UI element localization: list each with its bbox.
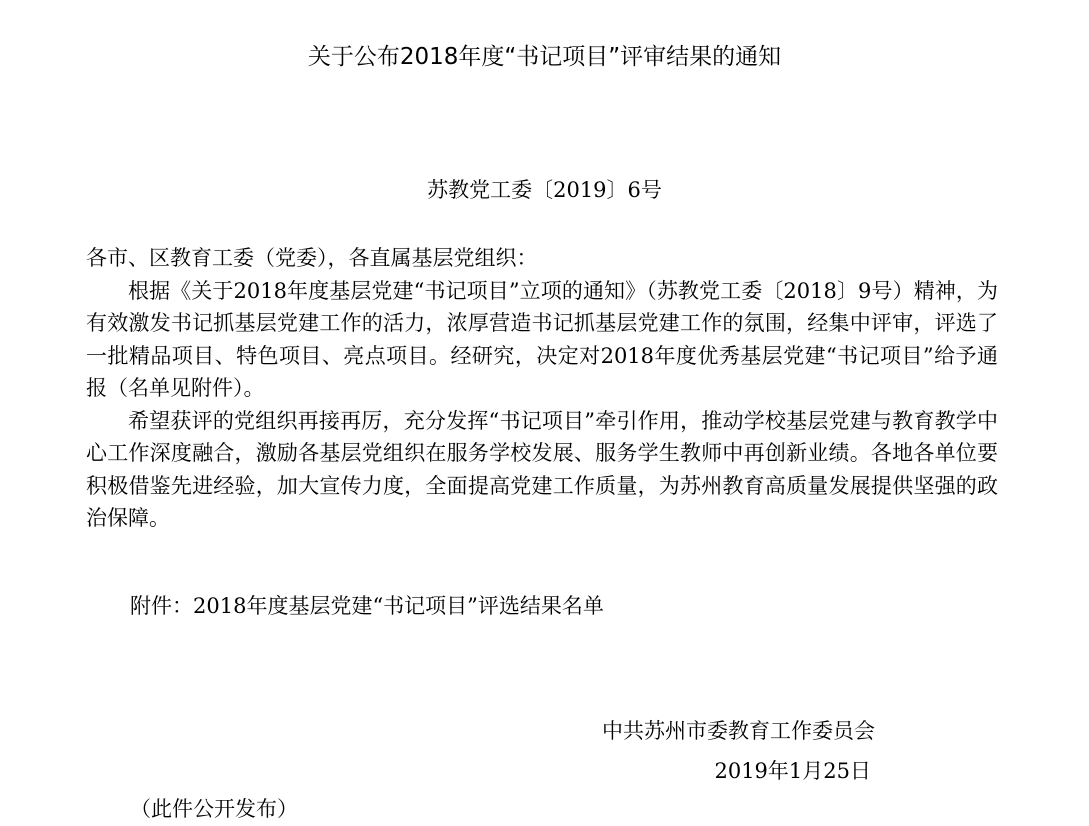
issue-date: 2019年1月25日	[714, 759, 871, 783]
body-paragraph-2: 希望获评的党组织再接再厉，充分发挥“书记项目”牵引作用，推动学校基层党建与教育教学中心工作深度融合，激励各基层党组织在服务学校发展、服务学生教师中再创新业绩。各地各单位要积极借鉴先进经验，加大宣传力度，全面提高党建工作质量，为苏州教育高质量发展提供坚强的政治保障。	[86, 408, 998, 530]
attachment-line: 附件：2018年度基层党建“书记项目”评选结果名单	[130, 594, 604, 618]
document-body	[86, 242, 998, 535]
salutation: 各市、区教育工委（党委），各直属基层党组织：	[86, 246, 538, 270]
body-paragraph-1: 根据《关于2018年度基层党建“书记项目”立项的通知》（苏教党工委〔2018〕9号）精神，为有效激发书记抓基层党建工作的活力，浓厚营造书记抓基层党建工作的氛围，经集中评审，评选了一批精品项目、特色项目、亮点项目。经研究，决定对2018年度优秀基层党建“书记项目”给予通报（名单见附件）。	[86, 278, 998, 400]
document-number: 苏教党工委〔2019〕6号	[427, 178, 662, 202]
issuer-signature: 中共苏州市委教育工作委员会	[602, 719, 875, 743]
publication-note: （此件公开发布）	[130, 797, 298, 821]
document-title: 关于公布2018年度“书记项目”评审结果的通知	[307, 44, 782, 70]
